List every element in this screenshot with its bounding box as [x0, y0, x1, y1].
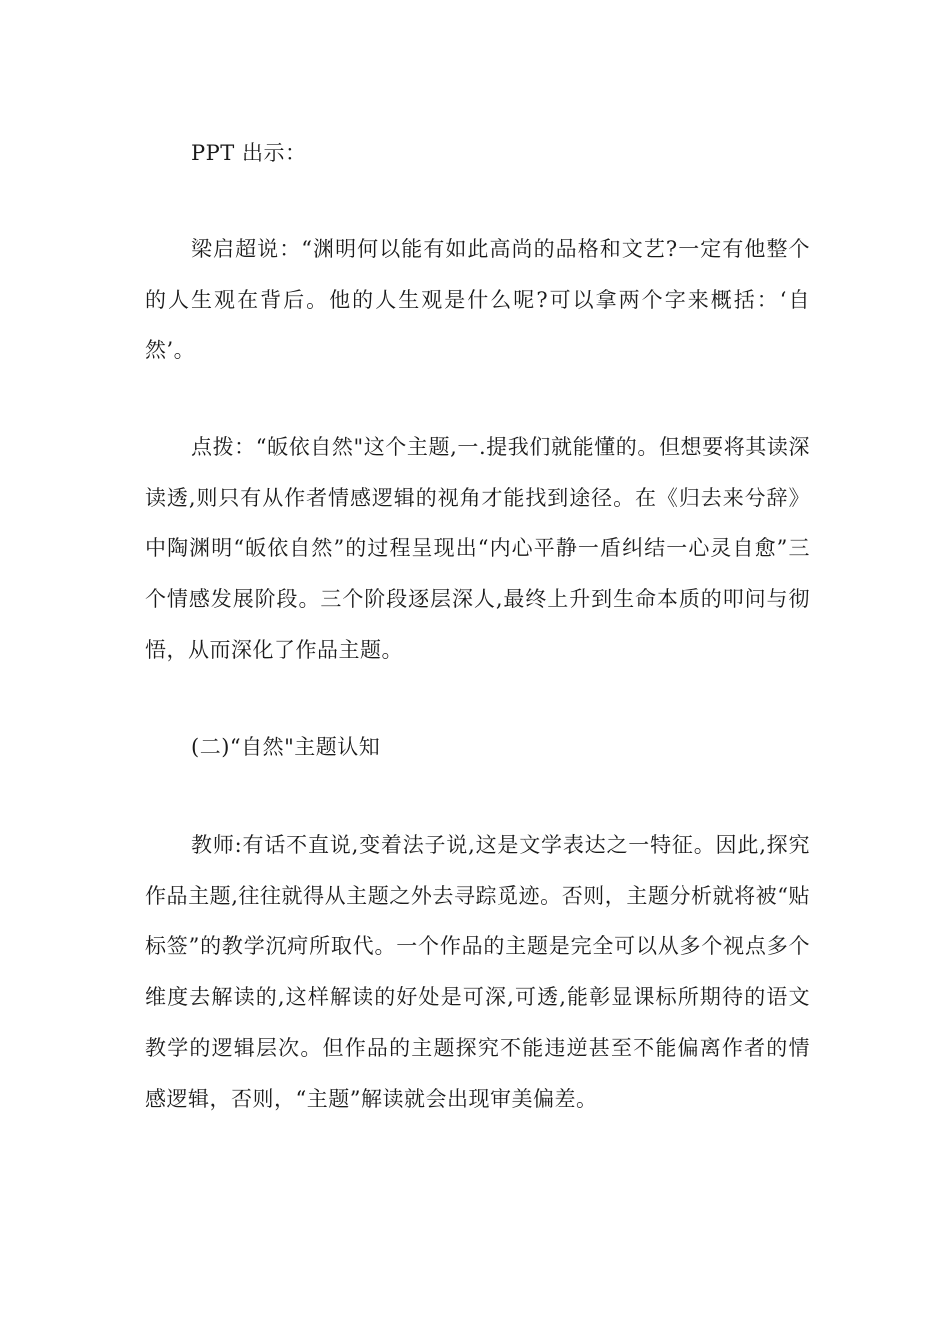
- section-heading: (二)“自然"主题认知: [191, 735, 381, 759]
- teacher-paragraph: 教师:有话不直说,变着法子说,这是文学表达之一特征。因此,探究作品主题,往往就得从主题之外去寻踪觅迹。否则，主题分析就将被“贴标签”的教学沉疴所取代。一个作品的主题是完全可以从多个视点多个维度去解读的,这样解读的好处是可深,可透,能彰显课标所期待的语文教学的逻辑层次。但作品的主题探究不能违逆甚至不能偏离作者的情感逻辑，否则，“主题”解读就会出现审美偏差。: [145, 833, 810, 1111]
- ppt-label-paragraph: PPT 出示：: [191, 141, 307, 165]
- guidance-paragraph: 点拨：“皈依自然"这个主题,一.提我们就能懂的。但想要将其读深读透,则只有从作者情感逻辑的视角才能找到途径。在《归去来兮辞》中陶渊明“皈依自然”的过程呈现出“内心平静一盾纠结一心灵自愈”三个情感发展阶段。三个阶段逐层深人,最终上升到生命本质的叩问与彻悟，从而深化了作品主题。: [145, 435, 810, 662]
- liang-qichao-quote-paragraph: 梁启超说：“渊明何以能有如此高尚的品格和文艺?一定有他整个的人生观在背后。他的人生观是什么呢?可以拿两个字来概括：‘自然’。: [145, 237, 810, 363]
